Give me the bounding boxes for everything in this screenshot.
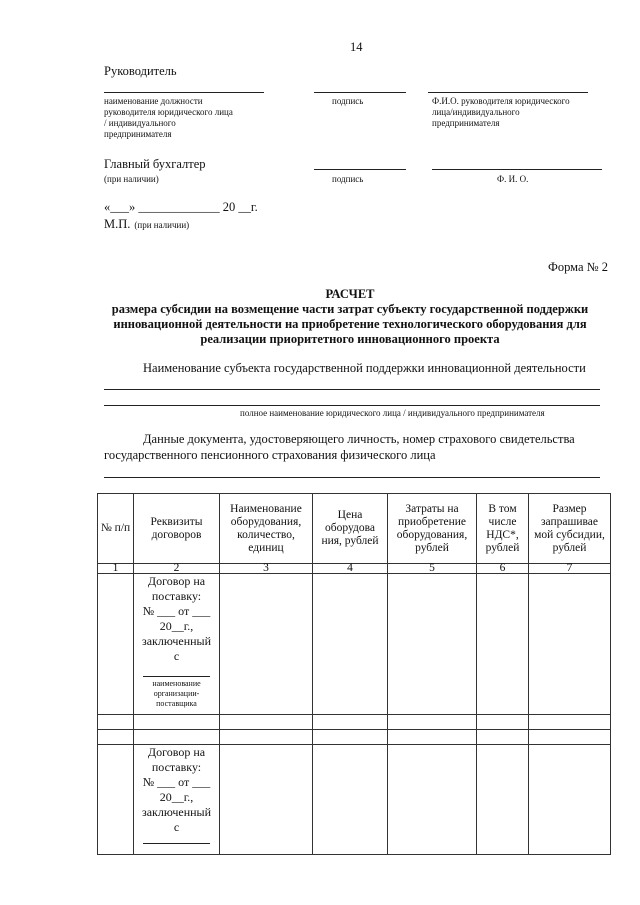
table-cell[interactable] — [477, 574, 529, 715]
header-cell: В том числе НДС*, рублей — [477, 494, 529, 564]
contract-line: № ___ от ___ — [142, 604, 211, 618]
table-cell[interactable] — [529, 745, 611, 855]
table-cell[interactable] — [529, 715, 611, 730]
accountant-fio-line — [432, 169, 602, 170]
stamp-label: М.П. — [104, 217, 131, 231]
contract-line: с — [173, 649, 180, 663]
table-row — [98, 574, 611, 715]
contract-line: 20__г., — [159, 790, 194, 804]
table-cell[interactable] — [388, 574, 477, 715]
head-fio-caption — [432, 96, 570, 129]
document-line[interactable] — [104, 477, 600, 478]
head-position-caption — [104, 96, 233, 140]
contract-line: заключенный — [141, 634, 212, 648]
subtitle-line: размера субсидии на возмещение части затрат субъекту государственной поддержки — [111, 302, 589, 316]
caption-line: лица/индивидуального — [432, 107, 520, 117]
table-cell[interactable] — [98, 715, 134, 730]
table-cell[interactable] — [98, 574, 134, 715]
stamp-line — [104, 215, 189, 233]
form-label: Форма № 2 — [548, 260, 608, 274]
table-row — [98, 745, 611, 855]
calculation-table — [97, 493, 611, 855]
table-cell[interactable] — [529, 730, 611, 745]
subtitle-line: реализации приоритетного инновационного проекта — [200, 332, 500, 346]
table-cell[interactable] — [388, 715, 477, 730]
contract-line: Договор на — [147, 745, 206, 759]
header-cell: Размер запрашивае мой субсидии, рублей — [529, 494, 611, 564]
accountant-note: (при наличии) — [104, 174, 159, 184]
head-fio-line — [428, 92, 588, 93]
supplier-caption: поставщика — [156, 699, 197, 708]
table-cell[interactable] — [313, 574, 388, 715]
document-text-2: государственного пенсионного страхования физического лица — [104, 448, 436, 462]
number-cell: 6 — [477, 564, 529, 574]
contract-line: поставку: — [151, 760, 202, 774]
number-cell: 7 — [529, 564, 611, 574]
head-signature-line — [314, 92, 406, 93]
subject-caption: полное наименование юридического лица / индивидуального предпринимателя — [240, 408, 545, 418]
header-cell: Цена оборудова ния, рублей — [313, 494, 388, 564]
head-signature-caption: подпись — [332, 96, 364, 106]
caption-line: Ф.И.О. руководителя юридического — [432, 96, 570, 106]
header-cell: Реквизиты договоров — [134, 494, 220, 564]
subject-line-2[interactable] — [104, 405, 600, 406]
header-cell: Наименование оборудования, количество, единиц — [220, 494, 313, 564]
contract-line: Договор на — [147, 574, 206, 588]
accountant-title: Главный бухгалтер — [104, 157, 206, 171]
caption-line: / индивидуального — [104, 118, 176, 128]
stamp-note: (при наличии) — [134, 220, 190, 230]
caption-line: наименование должности — [104, 96, 203, 106]
table-cell[interactable] — [134, 715, 220, 730]
supplier-line — [143, 676, 210, 677]
header-cell: Затраты на приобретение оборудования, рублей — [388, 494, 477, 564]
contract-line: поставку: — [151, 589, 202, 603]
number-cell: 3 — [220, 564, 313, 574]
table-cell[interactable] — [477, 715, 529, 730]
table-cell[interactable] — [220, 745, 313, 855]
contract-line: № ___ от ___ — [142, 775, 211, 789]
caption-line: предпринимателя — [432, 118, 500, 128]
table-cell[interactable] — [388, 745, 477, 855]
table-cell[interactable] — [220, 730, 313, 745]
document-text-1: Данные документа, удостоверяющего личность, номер страхового свидетельства — [143, 432, 575, 446]
number-cell: 1 — [98, 564, 134, 574]
accountant-fio-caption: Ф. И. О. — [497, 174, 529, 184]
caption-line: предпринимателя — [104, 129, 172, 139]
page-number: 14 — [350, 40, 363, 54]
accountant-signature-caption: подпись — [332, 174, 364, 184]
table-cell[interactable] — [134, 730, 220, 745]
table-cell[interactable] — [388, 730, 477, 745]
table-cell[interactable] — [477, 745, 529, 855]
number-cell: 5 — [388, 564, 477, 574]
table-cell[interactable] — [220, 574, 313, 715]
accountant-signature-line — [314, 169, 406, 170]
subtitle-line: инновационной деятельности на приобретение технологического оборудования для — [113, 317, 587, 331]
table-cell[interactable] — [220, 715, 313, 730]
supplier-caption: наименование — [152, 679, 201, 688]
number-cell: 4 — [313, 564, 388, 574]
date-line: «___» _____________ 20 __г. — [104, 200, 258, 214]
contract-line: 20__г., — [159, 619, 194, 633]
table-number-row — [98, 564, 611, 574]
document-subtitle — [40, 302, 640, 347]
table-cell[interactable] — [313, 715, 388, 730]
document-title: РАСЧЕТ — [325, 287, 375, 301]
head-position-line — [104, 92, 264, 93]
subject-label: Наименование субъекта государственной поддержки инновационной деятельности — [143, 361, 586, 375]
header-cell: № п/п — [98, 494, 134, 564]
contract-line: с — [173, 820, 180, 834]
head-title: Руководитель — [104, 64, 177, 78]
caption-line: руководителя юридического лица — [104, 107, 233, 117]
supplier-caption: организации- — [153, 689, 200, 698]
table-row — [98, 715, 611, 730]
table-cell[interactable] — [98, 745, 134, 855]
table-cell[interactable] — [529, 574, 611, 715]
contract-line: заключенный — [141, 805, 212, 819]
contract-cell[interactable] — [134, 745, 220, 855]
table-header-row — [98, 494, 611, 564]
number-cell: 2 — [134, 564, 220, 574]
table-cell[interactable] — [313, 745, 388, 855]
table-cell[interactable] — [313, 730, 388, 745]
table-cell[interactable] — [98, 730, 134, 745]
supplier-line — [143, 843, 210, 844]
table-row — [98, 730, 611, 745]
subject-line-1[interactable] — [104, 389, 600, 390]
table-cell[interactable] — [477, 730, 529, 745]
contract-cell[interactable] — [134, 574, 220, 715]
